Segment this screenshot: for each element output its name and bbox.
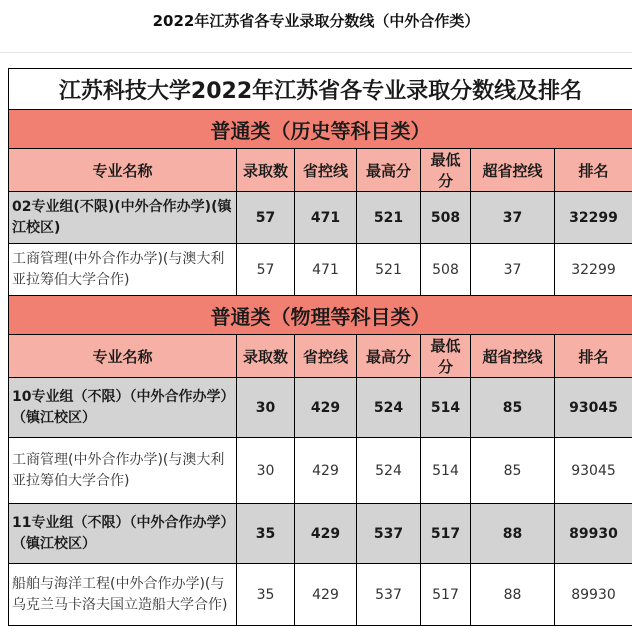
max-score-cell: 537 — [357, 504, 421, 564]
page-title: 2022年江苏省各专业录取分数线（中外合作类） — [0, 10, 632, 31]
section-label: 普通类（物理等科目类） — [9, 296, 632, 335]
section-label: 普通类（历史等科目类） — [9, 110, 632, 149]
admission-score-table — [8, 68, 632, 626]
col-header-admitted: 录取数 — [237, 149, 295, 192]
above-line-cell: 85 — [471, 438, 555, 504]
max-score-cell: 524 — [357, 438, 421, 504]
col-header-rank: 排名 — [555, 335, 632, 378]
admitted-cell: 57 — [237, 244, 295, 296]
above-line-cell: 88 — [471, 504, 555, 564]
max-score-cell: 521 — [357, 192, 421, 244]
above-line-cell: 85 — [471, 378, 555, 438]
admitted-cell: 30 — [237, 438, 295, 504]
min-score-cell: 508 — [421, 192, 471, 244]
col-header-admitted: 录取数 — [237, 335, 295, 378]
group-row — [9, 192, 632, 244]
control-line-cell: 429 — [295, 378, 357, 438]
col-header-max-score: 最高分 — [357, 149, 421, 192]
min-score-cell: 514 — [421, 378, 471, 438]
major-row — [9, 564, 632, 626]
min-score-cell: 517 — [421, 564, 471, 626]
section-row — [9, 110, 632, 149]
major-name: 工商管理(中外合作办学)(与澳大利亚拉筹伯大学合作) — [9, 438, 237, 504]
column-header-row — [9, 335, 632, 378]
major-name: 工商管理(中外合作办学)(与澳大利亚拉筹伯大学合作) — [9, 244, 237, 296]
rank-cell: 89930 — [555, 504, 632, 564]
major-row — [9, 244, 632, 296]
min-score-cell: 514 — [421, 438, 471, 504]
min-score-cell: 517 — [421, 504, 471, 564]
col-header-major-name: 专业名称 — [9, 335, 237, 378]
group-row — [9, 504, 632, 564]
admitted-cell: 35 — [237, 564, 295, 626]
control-line-cell: 429 — [295, 504, 357, 564]
rank-cell: 32299 — [555, 192, 632, 244]
control-line-cell: 429 — [295, 564, 357, 626]
max-score-cell: 521 — [357, 244, 421, 296]
col-header-above-line: 超省控线 — [471, 335, 555, 378]
above-line-cell: 37 — [471, 192, 555, 244]
rank-cell: 32299 — [555, 244, 632, 296]
group-name: 10专业组（不限）（中外合作办学）（镇江校区） — [9, 378, 237, 438]
section-row — [9, 296, 632, 335]
col-header-rank: 排名 — [555, 149, 632, 192]
col-header-control-line: 省控线 — [295, 335, 357, 378]
min-score-cell: 508 — [421, 244, 471, 296]
col-header-min-score: 最低分 — [421, 335, 471, 378]
col-header-min-score: 最低分 — [421, 149, 471, 192]
control-line-cell: 429 — [295, 438, 357, 504]
group-row — [9, 378, 632, 438]
rank-cell: 93045 — [555, 438, 632, 504]
col-header-max-score: 最高分 — [357, 335, 421, 378]
admitted-cell: 57 — [237, 192, 295, 244]
above-line-cell: 37 — [471, 244, 555, 296]
rank-cell: 93045 — [555, 378, 632, 438]
max-score-cell: 537 — [357, 564, 421, 626]
col-header-major-name: 专业名称 — [9, 149, 237, 192]
group-name: 02专业组(不限)(中外合作办学)(镇江校区) — [9, 192, 237, 244]
major-name: 船舶与海洋工程(中外合作办学)(与乌克兰马卡洛夫国立造船大学合作) — [9, 564, 237, 626]
control-line-cell: 471 — [295, 192, 357, 244]
admitted-cell: 35 — [237, 504, 295, 564]
admitted-cell: 30 — [237, 378, 295, 438]
control-line-cell: 471 — [295, 244, 357, 296]
group-name: 11专业组（不限）（中外合作办学）（镇江校区） — [9, 504, 237, 564]
column-header-row — [9, 149, 632, 192]
above-line-cell: 88 — [471, 564, 555, 626]
table-title: 江苏科技大学2022年江苏省各专业录取分数线及排名 — [9, 69, 632, 110]
table-title-row — [9, 69, 632, 110]
title-divider — [0, 52, 632, 53]
col-header-control-line: 省控线 — [295, 149, 357, 192]
col-header-above-line: 超省控线 — [471, 149, 555, 192]
major-row — [9, 438, 632, 504]
max-score-cell: 524 — [357, 378, 421, 438]
rank-cell: 89930 — [555, 564, 632, 626]
